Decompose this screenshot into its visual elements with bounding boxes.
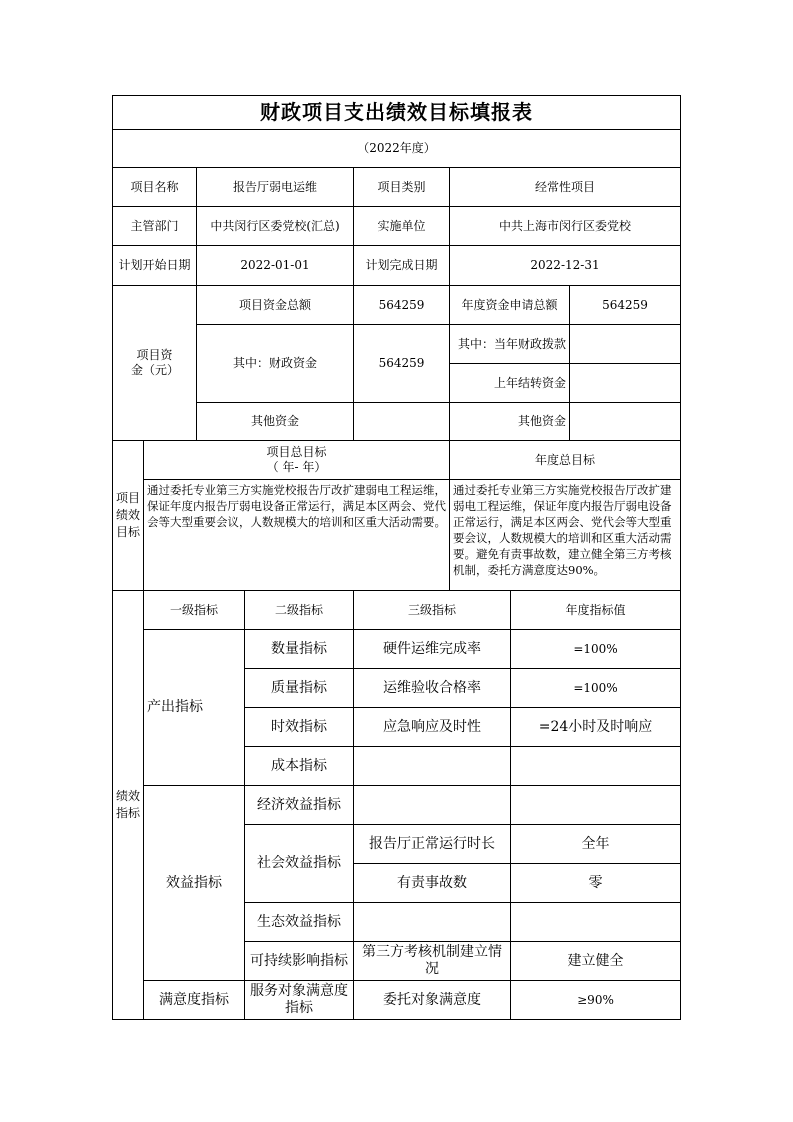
funds-other-right-label: 其他资金 — [517, 414, 566, 428]
funds-fiscal-value: 564259 — [378, 356, 425, 370]
annual-goal-text: 通过委托专业第三方实施党校报告厅改扩建弱电工程运维，保证年度内报告厅弱电设备正常运行，满足本区两会、党代会等大型重要会议，人数规模大的培训和区重大活动需要。避免有责事故数，建立健全第三方考核机制，委托方满意度达90%。 — [453, 483, 672, 577]
end-date-label: 计划完成日期 — [365, 258, 438, 272]
economic-value — [511, 786, 680, 824]
overall-goal-header — [144, 441, 449, 479]
cost-level3 — [354, 747, 510, 785]
dept-label: 主管部门 — [130, 218, 179, 233]
quantity-level3: 硬件运维完成率 — [383, 640, 481, 657]
social-row2-value: 零 — [588, 874, 603, 891]
ecological-value — [511, 903, 680, 941]
social-row1-value: 全年 — [581, 835, 610, 852]
funds-total-value: 564259 — [378, 297, 425, 312]
project-category-label: 项目类别 — [377, 179, 426, 194]
indicators-label: 绩效指标 — [116, 789, 141, 820]
satisfaction-indicator-label: 满意度指标 — [159, 991, 229, 1008]
satisfaction-level3: 委托对象满意度 — [383, 991, 481, 1008]
ecological-level2: 生态效益指标 — [257, 913, 341, 930]
timeliness-level3: 应急响应及时性 — [383, 718, 481, 735]
funds-other-right-value — [570, 403, 680, 440]
social-row1-level3: 报告厅正常运行时长 — [369, 835, 495, 852]
header-level2: 二级指标 — [274, 602, 323, 617]
output-indicator-label: 产出指标 — [147, 699, 203, 715]
cost-level2: 成本指标 — [271, 757, 327, 774]
header-level1: 一级指标 — [169, 602, 218, 617]
funds-carry-value — [570, 364, 680, 402]
social-row2-level3: 有责事故数 — [397, 874, 467, 891]
goals-label: 项目绩效目标 — [116, 491, 141, 539]
economic-level2: 经济效益指标 — [257, 796, 341, 813]
social-level2: 社会效益指标 — [257, 855, 341, 871]
unit-label: 实施单位 — [377, 218, 426, 233]
overall-goal-header-title: 项目总目标 — [266, 445, 327, 459]
sustainable-level2: 可持续影响指标 — [250, 952, 348, 969]
overall-goal-header-years: （ 年- 年） — [266, 460, 327, 474]
header-level3: 三级指标 — [407, 602, 456, 617]
funds-current-value — [570, 325, 680, 363]
funds-label: 项目资金（元） — [131, 348, 180, 377]
funds-carry-label: 上年结转资金 — [493, 375, 566, 390]
project-category-value: 经常性项目 — [534, 179, 595, 194]
benefit-indicator-label: 效益指标 — [166, 874, 222, 891]
quality-level2: 质量指标 — [271, 679, 327, 696]
satisfaction-level2: 服务对象满意度指标 — [250, 983, 348, 1016]
border-right — [680, 95, 681, 1020]
border-bottom — [112, 1019, 681, 1020]
quantity-value: =100% — [573, 641, 618, 656]
dept-value: 中共闵行区委党校(汇总) — [210, 218, 340, 233]
satisfaction-value: ≥90% — [577, 992, 614, 1007]
cost-value — [511, 747, 680, 785]
ecological-level3 — [354, 903, 510, 941]
annual-goal-header: 年度总目标 — [534, 452, 595, 467]
quality-value: =100% — [573, 680, 618, 695]
header-value: 年度指标值 — [565, 602, 626, 617]
start-date-label: 计划开始日期 — [118, 258, 191, 272]
unit-value: 中共上海市闵行区委党校 — [498, 218, 631, 233]
quantity-level2: 数量指标 — [271, 640, 327, 657]
timeliness-value: =24小时及时响应 — [538, 718, 653, 735]
project-name-value: 报告厅弱电运维 — [232, 179, 317, 194]
economic-level3 — [354, 786, 510, 824]
funds-other-label: 其他资金 — [250, 414, 299, 428]
form-year: （2022年度） — [357, 141, 436, 155]
start-date-value: 2022-01-01 — [240, 258, 310, 272]
timeliness-level2: 时效指标 — [271, 718, 327, 735]
sustainable-value: 建立健全 — [567, 952, 624, 969]
funds-total-label: 项目资金总额 — [238, 297, 311, 312]
end-date-value: 2022-12-31 — [530, 258, 600, 272]
sustainable-level3: 第三方考核机制建立情况 — [362, 944, 502, 977]
funds-annual-label: 年度资金申请总额 — [461, 297, 558, 312]
funds-other-value — [354, 403, 449, 440]
overall-goal-text: 通过委托专业第三方实施党校报告厅改扩建弱电工程运维，保证年度内报告厅弱电设备正常运行，满足本区两会、党代会等大型重要会议，人数规模大的培训和区重大活动需要。 — [147, 483, 446, 529]
quality-level3: 运维验收合格率 — [383, 679, 481, 696]
project-name-label: 项目名称 — [130, 179, 179, 194]
funds-current-label: 其中：当年财政拨款 — [457, 336, 566, 351]
funds-annual-value: 564259 — [602, 297, 648, 312]
funds-fiscal-label: 其中：财政资金 — [232, 356, 317, 370]
form-title: 财政项目支出绩效目标填报表 — [260, 100, 533, 124]
